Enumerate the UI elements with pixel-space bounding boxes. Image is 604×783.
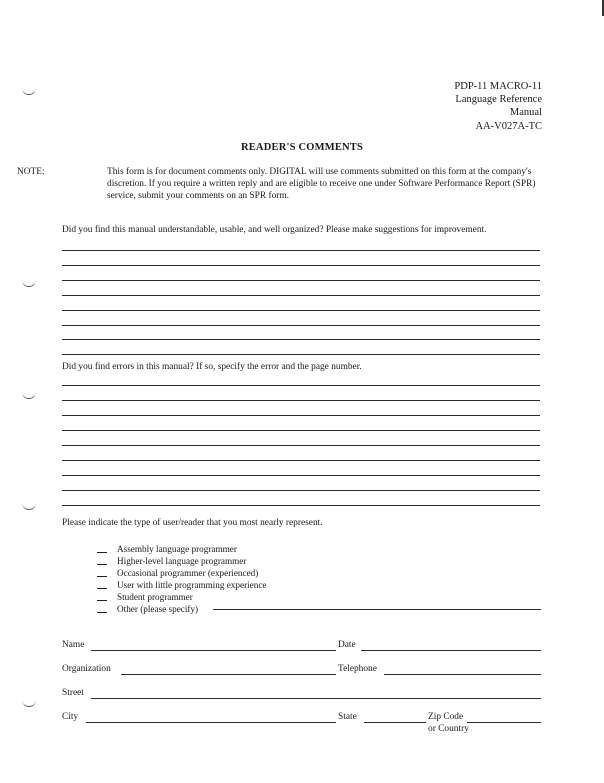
comment-line[interactable] (62, 295, 540, 296)
note-label: NOTE: (17, 167, 45, 177)
street-label: Street (62, 688, 84, 698)
comment-line[interactable] (62, 339, 540, 340)
document-id (454, 80, 542, 133)
comment-line[interactable] (62, 505, 540, 506)
question-understandable: Did you find this manual understandable, usable, and well organized? Please make suggestions for improvement. (62, 225, 487, 235)
comment-line[interactable] (62, 415, 540, 416)
comment-line[interactable] (62, 310, 540, 311)
option-label: Other (please specify) (117, 604, 199, 615)
question-user-type: Please indicate the type of user/reader that you most nearly represent. (62, 518, 323, 528)
comment-line[interactable] (62, 400, 540, 401)
checkbox-blank[interactable] (97, 600, 107, 601)
checkbox-blank[interactable] (97, 612, 107, 613)
comment-line[interactable] (62, 265, 540, 266)
telephone-label: Telephone (338, 664, 377, 674)
city-label: City (62, 712, 79, 722)
checkbox-blank[interactable] (97, 552, 107, 553)
comment-line[interactable] (62, 250, 540, 251)
date-label: Date (338, 640, 356, 650)
doc-id-line: AA-V027A-TC (475, 120, 542, 132)
checkbox-blank[interactable] (97, 576, 107, 577)
checkbox-blank[interactable] (97, 588, 107, 589)
name-field[interactable] (91, 650, 336, 651)
note (17, 166, 542, 203)
note-text: This form is for document comments only. DIGITAL will use comments submitted on this form at the company's discretion. If you require a written reply and are eligible to receive one under Software Performance Report (SPR) service, submit your comments on an SPR form. (107, 167, 536, 202)
option-label: Assembly language programmer (117, 544, 237, 554)
checkbox-blank[interactable] (97, 564, 107, 565)
margin-mark (22, 700, 36, 707)
comment-line[interactable] (62, 430, 540, 431)
state-field[interactable] (364, 722, 426, 723)
doc-id-line: Manual (509, 107, 542, 119)
comment-line[interactable] (62, 385, 540, 386)
option-label: User with little programming experience (117, 580, 267, 591)
zip-label: Zip Code (428, 712, 464, 722)
comment-line[interactable] (62, 354, 540, 355)
margin-mark (22, 392, 36, 399)
comment-line[interactable] (62, 490, 540, 491)
option-label: Student programmer (117, 592, 193, 603)
option-label: Higher-level language programmer (117, 556, 247, 567)
date-field[interactable] (361, 650, 541, 651)
note-body (17, 166, 542, 203)
doc-id-line: PDP-11 MACRO-11 (454, 81, 542, 92)
option-label: Occasional programmer (experienced) (117, 568, 259, 579)
telephone-field[interactable] (384, 674, 541, 675)
comment-line[interactable] (62, 445, 540, 446)
margin-mark (22, 280, 36, 287)
organization-label: Organization (62, 664, 111, 674)
question-errors: Did you find errors in this manual? If so, specify the error and the page number. (62, 362, 362, 372)
comment-line[interactable] (62, 475, 540, 476)
comment-line[interactable] (62, 280, 540, 281)
page-title: READER'S COMMENTS (240, 142, 364, 153)
margin-mark (22, 88, 36, 95)
other-specify-field[interactable] (213, 609, 541, 610)
comment-line[interactable] (62, 325, 540, 326)
margin-mark (22, 503, 36, 510)
street-field[interactable] (91, 698, 541, 699)
zip-alt-label: or Country (428, 724, 469, 734)
organization-field[interactable] (121, 674, 336, 675)
comment-line[interactable] (62, 460, 540, 461)
doc-id-line: Language Reference (455, 94, 542, 106)
state-label: State (338, 712, 357, 722)
zip-field[interactable] (467, 722, 541, 723)
city-field[interactable] (86, 722, 336, 723)
name-label: Name (62, 640, 85, 650)
